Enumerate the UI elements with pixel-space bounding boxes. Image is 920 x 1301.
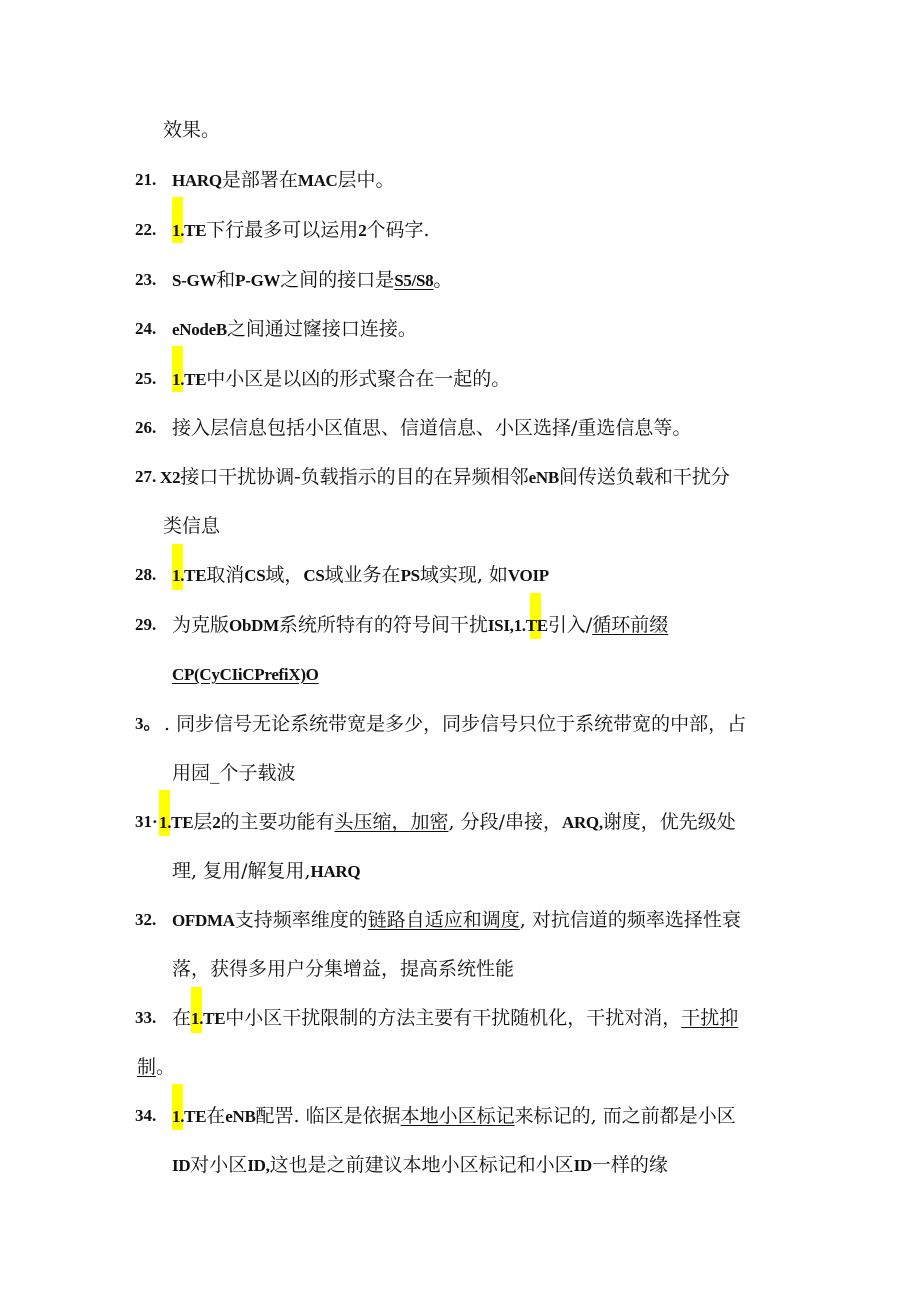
item-number: 22. bbox=[135, 220, 157, 239]
item-number: 3。 bbox=[135, 714, 161, 733]
list-item-30 bbox=[0, 707, 920, 741]
text-line bbox=[0, 952, 920, 986]
item-text: X2接口干扰协调-负载指示的目的在异频相邻eNB间传送负载和干扰分 bbox=[160, 466, 730, 488]
item-text: 1.TE层2的主要功能有头压缩，加密, 分段/串接，ARQ,谢度，优先级处 bbox=[159, 811, 736, 833]
list-item-25 bbox=[0, 362, 920, 396]
item-text: 在1.TE中小区干扰限制的方法主要有干扰随机化，干扰对消，干扰抑 bbox=[172, 1007, 739, 1029]
item-number: 25. bbox=[135, 369, 157, 388]
text-line bbox=[0, 509, 920, 543]
item-text: 1.TE取消CS域，CS域业务在PS域实现, 如VOIP bbox=[172, 564, 549, 586]
item-text: HARQ是部署在MAC层中。 bbox=[172, 169, 395, 191]
list-item-31 bbox=[0, 805, 920, 839]
item-text: 接入层信息包括小区值思、信道信息、小区选择/重选信息等。 bbox=[172, 417, 692, 439]
item-number: 31· bbox=[135, 812, 158, 831]
item-number: 26. bbox=[135, 418, 157, 437]
line-text: 制。 bbox=[137, 1056, 176, 1078]
line-text: 用园_个子载波 bbox=[172, 762, 296, 784]
list-item-34 bbox=[0, 1099, 920, 1133]
item-text: 为克版ObDM系统所特有的符号间干扰ISI,1.TE引入/循环前缀 bbox=[172, 614, 669, 636]
item-number: 23. bbox=[135, 270, 157, 289]
item-text: 1.TE下行最多可以运用2个码字. bbox=[172, 219, 430, 241]
line-text: 理, 复用/解复用,HARQ bbox=[172, 860, 361, 882]
item-text: 1.TE中小区是以凶的形式聚合在一起的。 bbox=[172, 368, 511, 390]
text-line bbox=[0, 756, 920, 790]
item-number: 29. bbox=[135, 615, 157, 634]
item-text: . 同步信号无论系统带宽是多少，同步信号只位于系统带宽的中部，占 bbox=[164, 713, 747, 735]
item-number: 33. bbox=[135, 1008, 157, 1027]
item-number: 27. bbox=[135, 467, 157, 486]
list-item-23 bbox=[0, 263, 920, 297]
line-text: 落，获得多用户分集增益，提高系统性能 bbox=[172, 958, 515, 980]
list-item-21 bbox=[0, 163, 920, 197]
text-line bbox=[0, 113, 920, 147]
line-text: CP(CyCIiCPrefiX)O bbox=[172, 665, 319, 684]
list-item-33 bbox=[0, 1001, 920, 1035]
list-item-27 bbox=[0, 460, 920, 494]
list-item-24 bbox=[0, 312, 920, 346]
item-number: 21. bbox=[135, 170, 157, 189]
line-text: ID对小区ID,这也是之前建议本地小区标记和小区ID一样的缘 bbox=[172, 1154, 668, 1176]
text-line bbox=[0, 1148, 920, 1182]
line-text: 效果。 bbox=[163, 119, 221, 141]
item-text: OFDMA支持频率维度的链路自适应和调度, 对抗信道的频率选择性衰 bbox=[172, 909, 741, 931]
list-item-26 bbox=[0, 411, 920, 445]
item-text: eNodeB之间通过窿接口连接。 bbox=[172, 318, 417, 340]
item-number: 34. bbox=[135, 1106, 157, 1125]
list-item-29 bbox=[0, 608, 920, 642]
item-number: 24. bbox=[135, 319, 157, 338]
item-number: 32. bbox=[135, 910, 157, 929]
line-text: 类信息 bbox=[163, 515, 221, 537]
list-item-28 bbox=[0, 558, 920, 592]
text-line bbox=[0, 658, 920, 692]
text-line bbox=[0, 854, 920, 888]
text-line bbox=[0, 1050, 920, 1084]
list-item-32 bbox=[0, 903, 920, 937]
item-text: 1.TE在eNB配罟. 临区是依据本地小区标记来标记的, 而之前都是小区 bbox=[172, 1105, 736, 1127]
list-item-22 bbox=[0, 213, 920, 247]
item-text: S-GW和P-GW之间的接口是S5/S8。 bbox=[172, 269, 453, 291]
item-number: 28. bbox=[135, 565, 157, 584]
